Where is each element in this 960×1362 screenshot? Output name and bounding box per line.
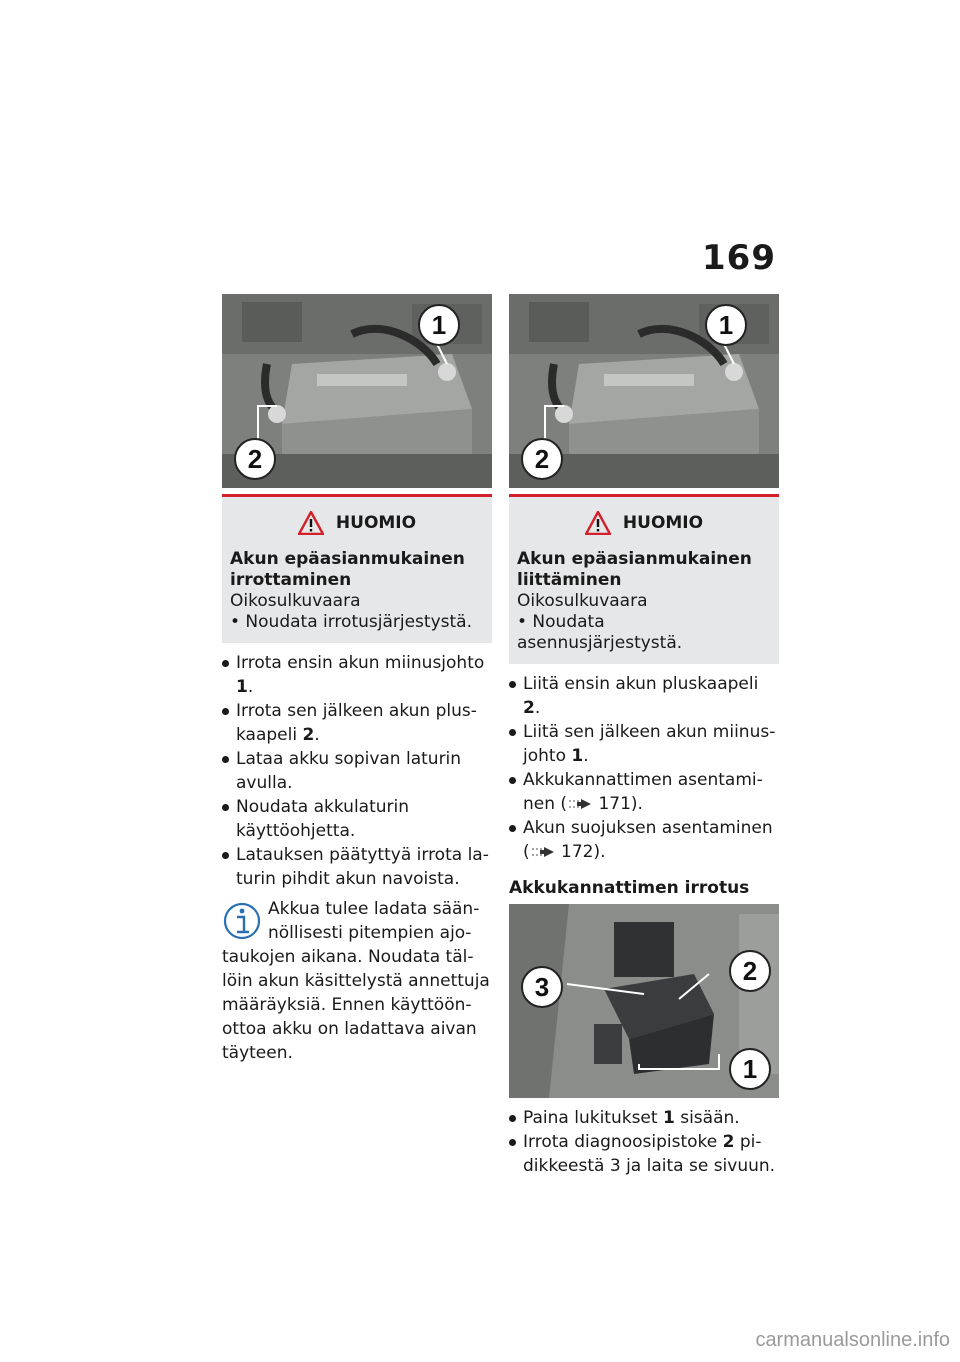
section-heading: Akkukannattimen irrotus bbox=[509, 878, 750, 898]
left-column bbox=[222, 294, 492, 1065]
list-item: Latauksen päätyttyä irrota laturin pihdit akun navoista. bbox=[222, 843, 492, 891]
info-note bbox=[222, 897, 492, 1065]
callout-1: 1 bbox=[705, 304, 747, 346]
list-item: Irrota diagnoosipistoke 2 pidikkeestä 3 ja laita se sivuun. bbox=[509, 1130, 779, 1178]
callout-1: 1 bbox=[418, 304, 460, 346]
list-item: Akkukannattimen asentaminen ( 171). bbox=[509, 768, 779, 816]
notice-hazard: Oikosulkuvaara bbox=[230, 591, 361, 611]
notice-action: • Noudata asennusjärjestystä. bbox=[517, 612, 683, 653]
list-item: Paina lukitukset 1 sisään. bbox=[509, 1106, 779, 1130]
notice-header bbox=[517, 511, 771, 535]
list-item: Liitä sen jälkeen akun miinusjohto 1. bbox=[509, 720, 779, 768]
notice-title: HUOMIO bbox=[622, 512, 704, 533]
warning-notice bbox=[222, 494, 492, 643]
watermark: carmanualsonline.info bbox=[755, 1329, 950, 1351]
list-item: Noudata akkulaturin käyttöohjetta. bbox=[222, 795, 492, 843]
notice-header bbox=[230, 511, 484, 535]
callout-2: 2 bbox=[521, 438, 563, 480]
battery-photo-left bbox=[222, 294, 492, 488]
page-number: 169 bbox=[702, 238, 776, 278]
notice-subject: Akun epäasianmukainen irrottaminen bbox=[230, 549, 465, 590]
notice-subject: Akun epäasianmukainen liittäminen bbox=[517, 549, 752, 590]
list-item: Irrota sen jälkeen akun pluskaapeli 2. bbox=[222, 699, 492, 747]
callout-3: 3 bbox=[521, 966, 563, 1008]
steps-list bbox=[509, 672, 779, 864]
warning-triangle-icon bbox=[585, 511, 611, 535]
info-text: Akkua tulee ladata säännöllisesti pitempien ajotaukojen aikana. Noudata tällöin akun käsittelystä annettuja määräyksiä. Ennen käyttöönottoa akku on ladattava aivan täyteen. bbox=[222, 899, 490, 1063]
list-item: Liitä ensin akun pluskaapeli 2. bbox=[509, 672, 779, 720]
notice-hazard: Oikosulkuvaara bbox=[517, 591, 648, 611]
arrow-right-icon bbox=[567, 798, 593, 810]
list-item: Akun suojuksen asentaminen ( 172). bbox=[509, 816, 779, 864]
arrow-right-icon bbox=[530, 846, 556, 858]
steps-list bbox=[222, 651, 492, 891]
list-item: Lataa akku sopivan laturin avulla. bbox=[222, 747, 492, 795]
battery-carrier-photo bbox=[509, 904, 779, 1098]
callout-2: 2 bbox=[234, 438, 276, 480]
notice-title: HUOMIO bbox=[335, 512, 417, 533]
callout-1: 1 bbox=[729, 1048, 771, 1090]
info-icon bbox=[222, 899, 262, 943]
list-item: Irrota ensin akun miinusjohto 1. bbox=[222, 651, 492, 699]
notice-action: • Noudata irrotusjärjestystä. bbox=[230, 612, 472, 632]
battery-photo-right bbox=[509, 294, 779, 488]
steps-list-2 bbox=[509, 1106, 779, 1178]
callout-2: 2 bbox=[729, 950, 771, 992]
warning-notice bbox=[509, 494, 779, 664]
warning-triangle-icon bbox=[298, 511, 324, 535]
right-column bbox=[509, 294, 779, 1178]
